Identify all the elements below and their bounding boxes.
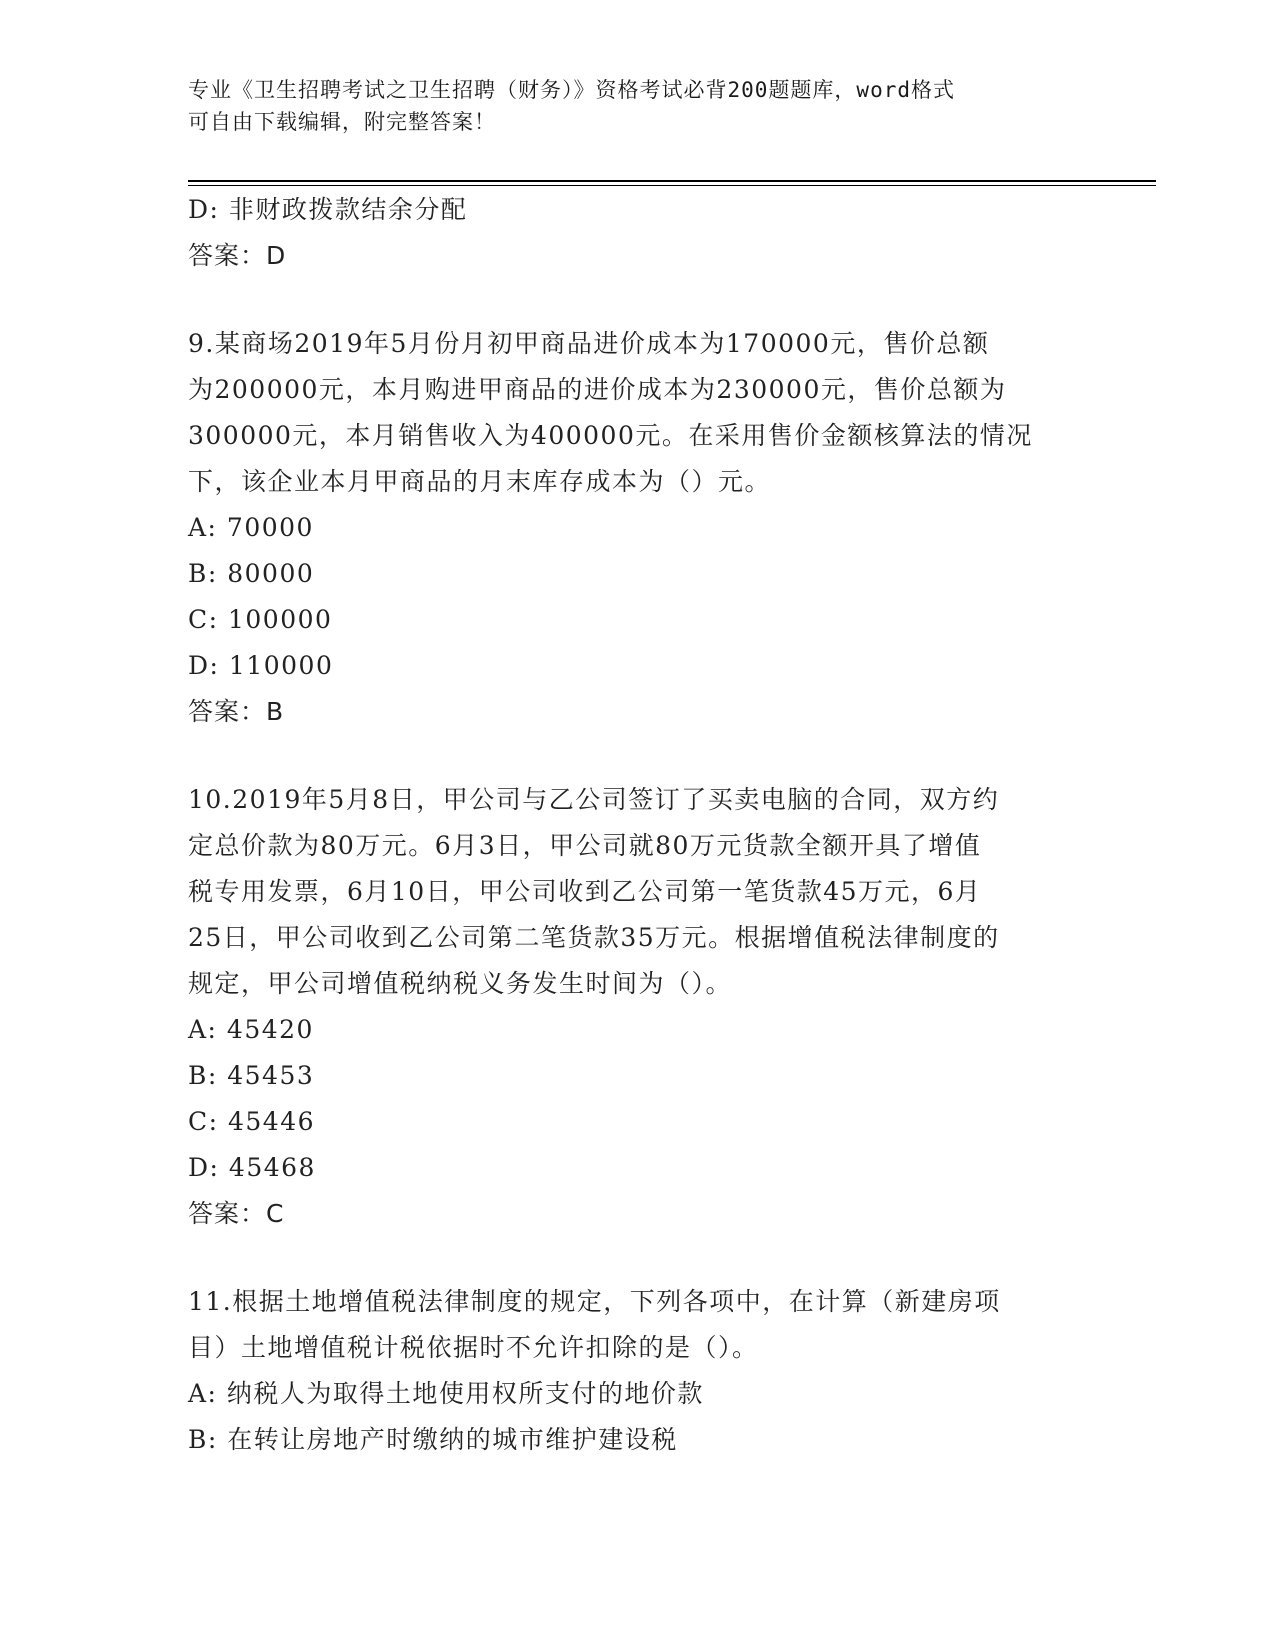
answer: 答案：C <box>188 1199 285 1228</box>
previous-question-tail <box>188 187 1088 279</box>
option-b: B: 80000 <box>188 559 315 588</box>
header-divider-thin <box>188 185 1156 186</box>
option-b: B: 在转让房地产时缴纳的城市维护建设税 <box>188 1425 678 1454</box>
question-text-line: 25日，甲公司收到乙公司第二笔货款35万元。根据增值税法律制度的 <box>188 923 1000 952</box>
option-d: D: 110000 <box>188 651 334 680</box>
question-text-line: 为200000元，本月购进甲商品的进价成本为230000元，售价总额为 <box>188 375 1007 404</box>
question-10 <box>188 777 1088 1237</box>
question-text-line: 下，该企业本月甲商品的月末库存成本为（）元。 <box>188 467 772 496</box>
option-a: A: 70000 <box>188 513 314 542</box>
question-text-line: 规定，甲公司增值税纳税义务发生时间为（）。 <box>188 969 733 998</box>
question-text-line: 定总价款为80万元。6月3日，甲公司就80万元货款全额开具了增值 <box>188 831 982 860</box>
document-body <box>188 187 1088 1463</box>
question-text-line: 9.某商场2019年5月份月初甲商品进价成本为170000元，售价总额 <box>188 329 990 358</box>
header-line-1: 专业《卫生招聘考试之卫生招聘（财务）》资格考试必背200题题库，word格式 <box>188 78 955 102</box>
option-d: D: 非财政拨款结余分配 <box>188 195 468 224</box>
question-11 <box>188 1279 1088 1463</box>
question-text-line: 300000元，本月销售收入为400000元。在采用售价金额核算法的情况 <box>188 421 1033 450</box>
header-line-2: 可自由下载编辑，附完整答案！ <box>188 110 496 134</box>
option-c: C: 45446 <box>188 1107 316 1136</box>
answer: 答案：D <box>188 241 287 270</box>
question-text-line: 税专用发票，6月10日，甲公司收到乙公司第一笔货款45万元，6月 <box>188 877 982 906</box>
question-9 <box>188 321 1088 735</box>
answer: 答案：B <box>188 697 285 726</box>
option-a: A: 纳税人为取得土地使用权所支付的地价款 <box>188 1379 704 1408</box>
option-c: C: 100000 <box>188 605 333 634</box>
document-header <box>188 74 1068 138</box>
question-text-line: 10.2019年5月8日，甲公司与乙公司签订了买卖电脑的合同，双方约 <box>188 785 1000 814</box>
option-a: A: 45420 <box>188 1015 314 1044</box>
header-divider-thick <box>188 180 1156 182</box>
option-d: D: 45468 <box>188 1153 316 1182</box>
question-text-line: 目）土地增值税计税依据时不允许扣除的是（）。 <box>188 1333 759 1362</box>
option-b: B: 45453 <box>188 1061 315 1090</box>
question-text-line: 11.根据土地增值税法律制度的规定，下列各项中，在计算（新建房项 <box>188 1287 1001 1316</box>
